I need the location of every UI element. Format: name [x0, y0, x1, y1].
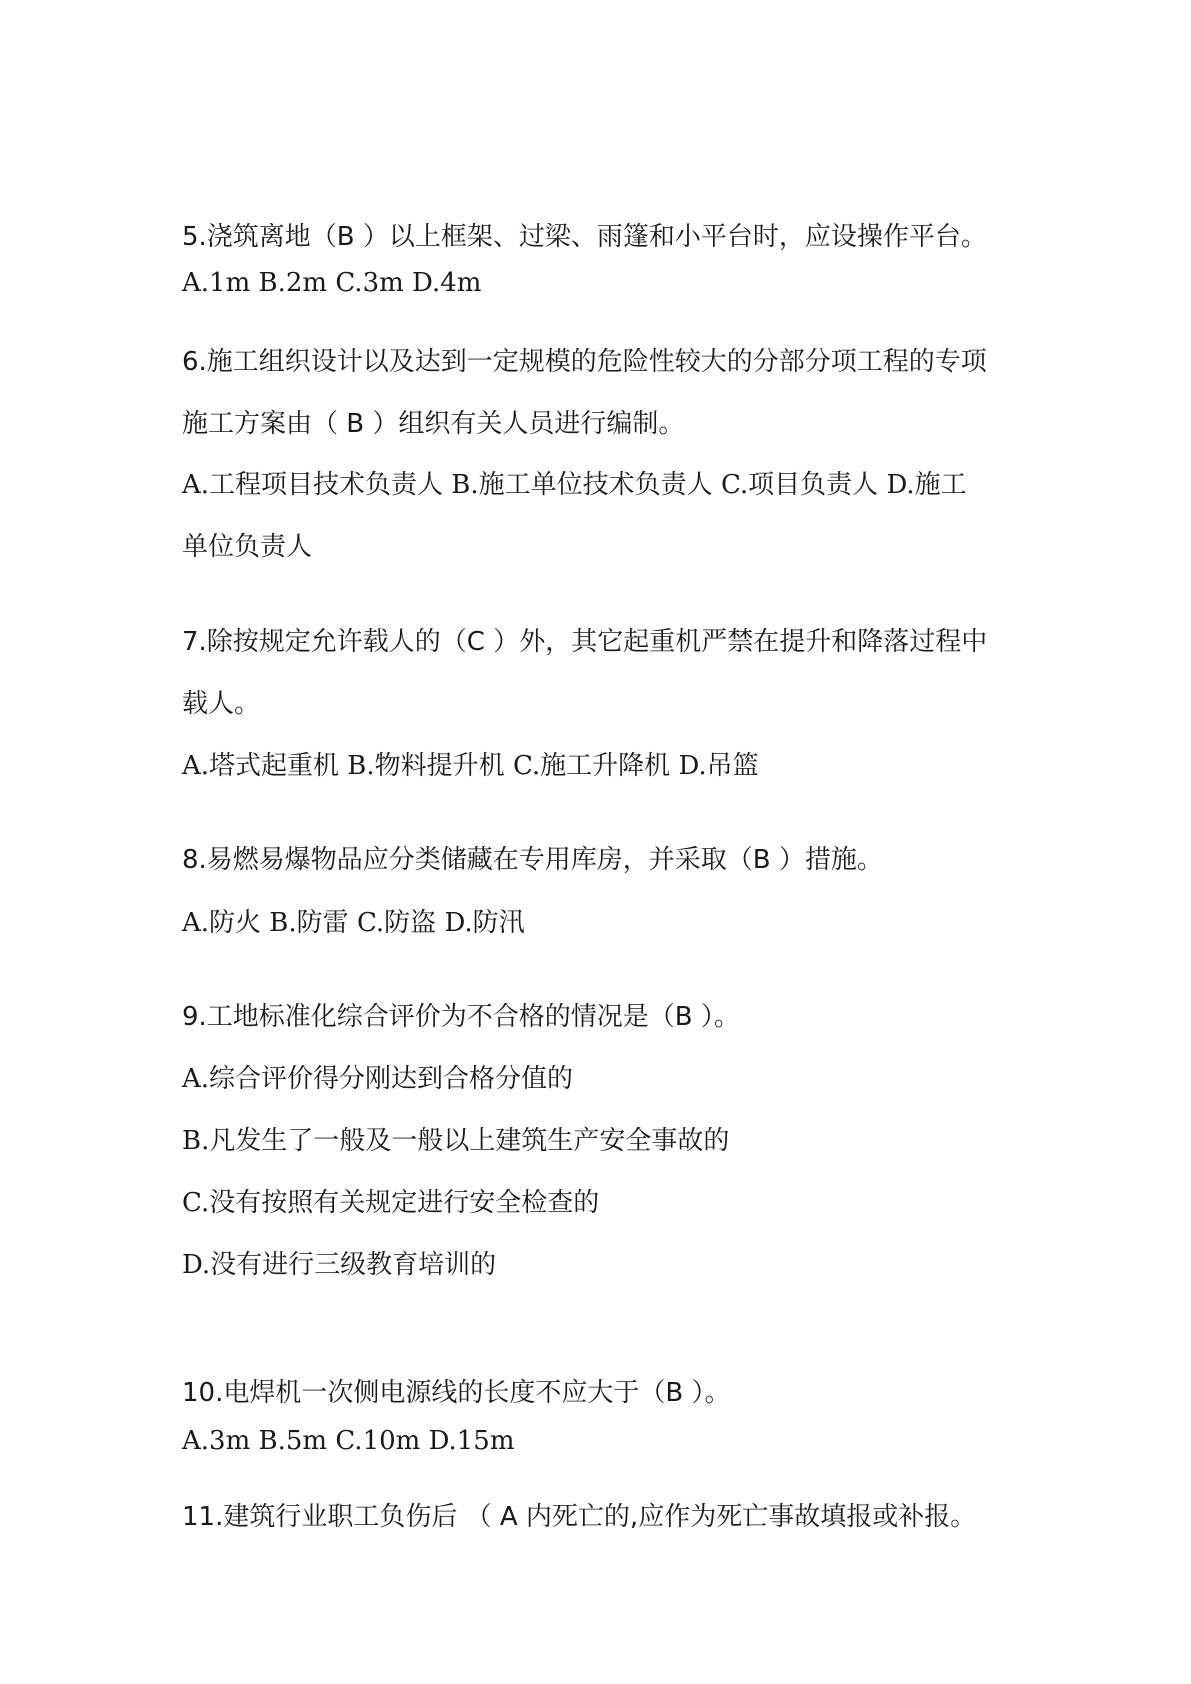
question-9-option-c: C.没有按照有关规定进行安全检查的 — [182, 1188, 600, 1218]
question-9-option-d: D.没有进行三级教育培训的 — [182, 1250, 497, 1280]
question-6-options-line-2: 单位负责人 — [182, 532, 313, 562]
question-9-option-a: A.综合评价得分刚达到合格分值的 — [182, 1064, 574, 1094]
question-8-text: 8.易燃易爆物品应分类储藏在专用库房，并采取（B ）措施。 — [182, 845, 883, 875]
question-6-text-line-2: 施工方案由（ B ）组织有关人员进行编制。 — [182, 409, 685, 439]
question-7-text-line-2: 载人。 — [182, 689, 261, 719]
question-6-options-line-1: A.工程项目技术负责人 B.施工单位技术负责人 C.项目负责人 D.施工 — [182, 470, 967, 500]
question-8-options: A.防火 B.防雷 C.防盗 D.防汛 — [182, 908, 525, 938]
question-7-text-line-1: 7.除按规定允许载人的（C ）外，其它起重机严禁在提升和降落过程中 — [182, 627, 988, 657]
question-10-options: A.3m B.5m C.10m D.15m — [182, 1426, 515, 1456]
question-7-options: A.塔式起重机 B.物料提升机 C.施工升降机 D.吊篮 — [182, 751, 759, 781]
question-9-option-b: B.凡发生了一般及一般以上建筑生产安全事故的 — [182, 1126, 730, 1156]
question-9-text: 9.工地标准化综合评价为不合格的情况是（B ）。 — [182, 1002, 740, 1032]
question-6-text-line-1: 6.施工组织设计以及达到一定规模的危险性较大的分部分项工程的专项 — [182, 347, 987, 377]
question-11-text: 11.建筑行业职工负伤后 （ A 内死亡的,应作为死亡事故填报或补报。 — [182, 1502, 977, 1532]
question-5-options: A.1m B.2m C.3m D.4m — [182, 268, 482, 298]
question-5-text: 5.浇筑离地（B ）以上框架、过梁、雨篷和小平台时，应设操作平台。 — [182, 222, 987, 252]
question-10-text: 10.电焊机一次侧电源线的长度不应大于（B ）。 — [182, 1378, 731, 1408]
